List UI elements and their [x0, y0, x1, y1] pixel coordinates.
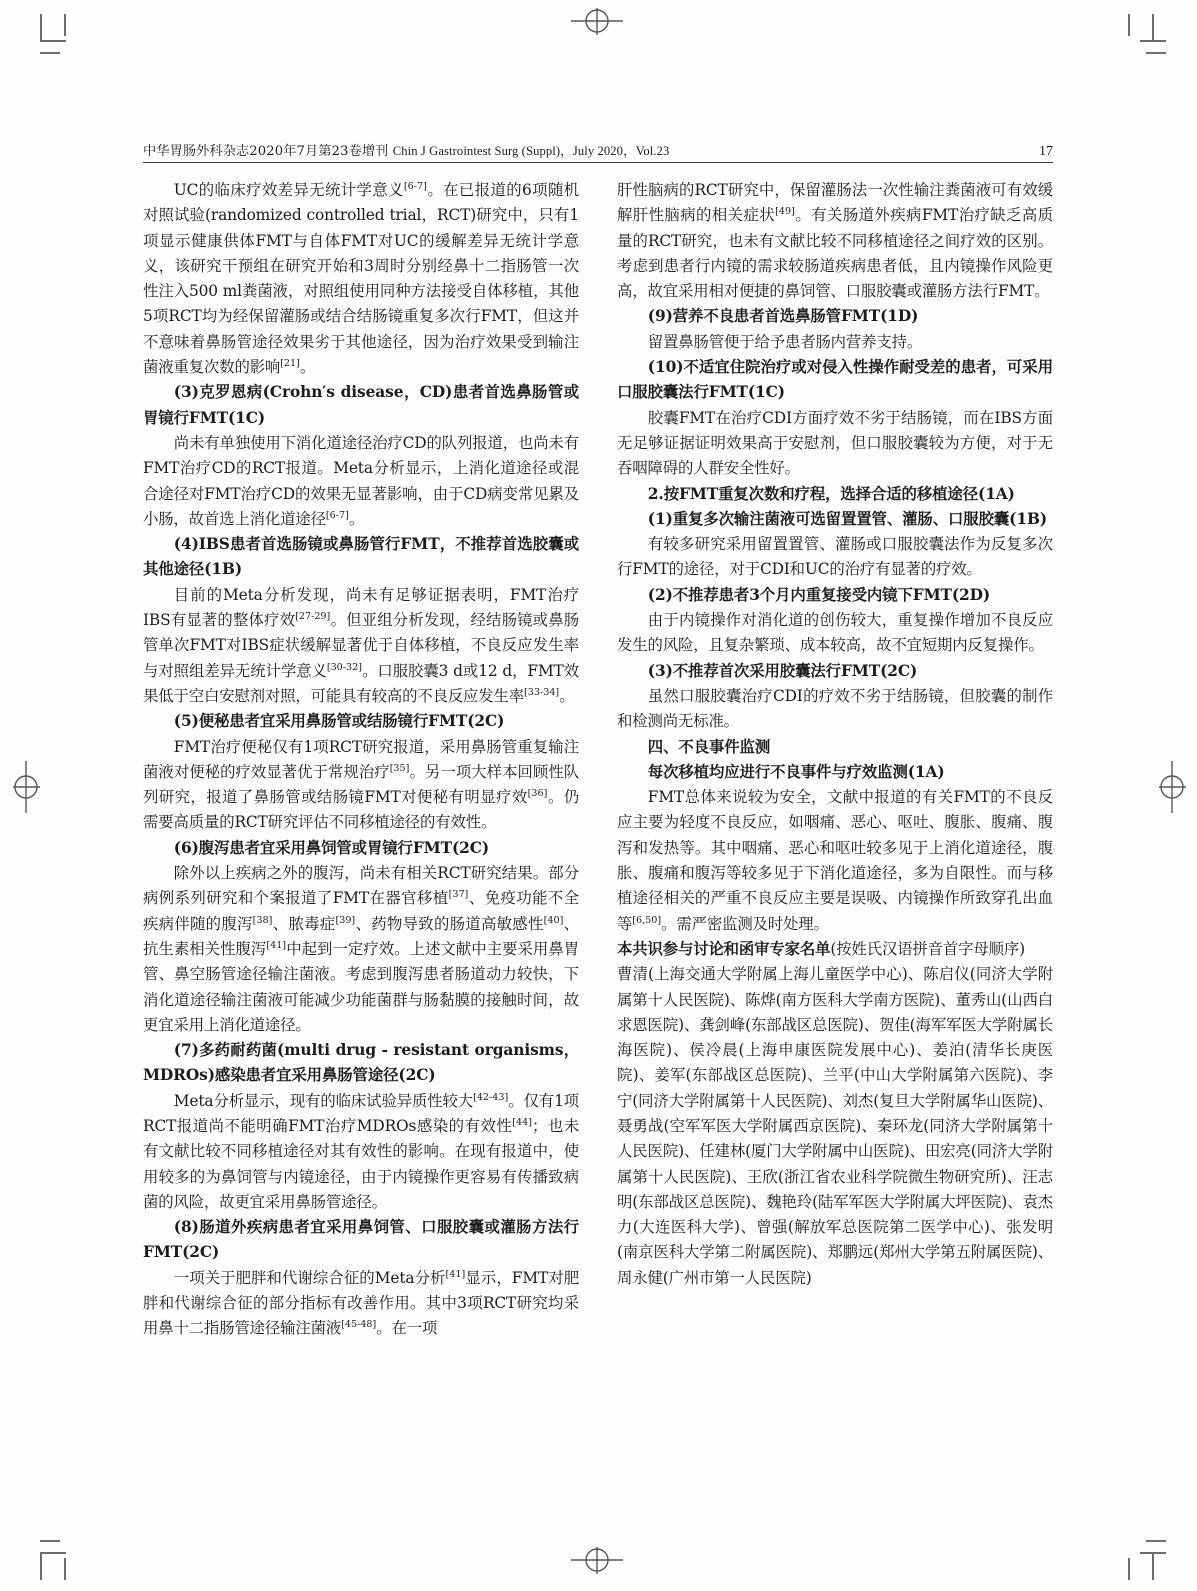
registration-crosshair-top — [565, 4, 629, 48]
left-recommendation-heading: (6)腹泻患者宜采用鼻饲管或胃镜行FMT(2C) — [173, 838, 490, 857]
column-left — [143, 178, 579, 1342]
expert-names-list: 曹清(上海交通大学附属上海儿童医学中心)、陈启仪(同济大学附属第十人民医院)、陈烨(南方医科大学南方医院)、董秀山(山西白求恩医院)、龚剑峰(东部战区总医院)、贺佳(海军军医大学附属长海医院)、侯冷晨(上海申康医院发展中心)、姜泊(清华长庚医院)、姜军(东部战区总医院)、兰平(中山大学附属第六医院)、李宁(同济大学附属第十人民医院)、刘杰(复旦大学附属华山医院)、聂勇战(空军军医大学附属西京医院)、秦环龙(同济大学附属第十人民医院)、任建林(厦门大学附属中山医院)、田宏亮(同济大学附属第十人民医院)、王欣(浙江省农业科学院微生物研究所)、汪志明(东部战区总医院)、魏艳玲(陆军军医大学附属大坪医院)、袁杰力(大连医科大学)、曾强(解放军总医院第二医学中心)、张发明(南京医科大学第二附属医院)、郑鹏远(郑州大学第五附属医院)、周永健(广州市第一人民医院) — [617, 965, 1053, 1287]
left-paragraph: 一项关于肥胖和代谢综合征的Meta分析[41]显示，FMT对肥胖和代谢综合征的部分指标有改善作用。其中3项RCT研究均采用鼻十二指肠管途径输注菌液[45-48]。在一项 — [143, 1268, 579, 1338]
journal-title-cn: 中华胃肠外科杂志2020年7月第23卷增刊 — [143, 144, 389, 159]
left-recommendation-heading: (4)IBS患者首选肠镜或鼻肠管行FMT，不推荐首选胶囊或其他途径(1B) — [143, 535, 579, 579]
right-recommendation-heading: (2)不推荐患者3个月内重复接受内镜下FMT(2D) — [647, 585, 991, 604]
right-section-heading: 四、不良事件监测 — [647, 737, 771, 756]
left-paragraph: FMT治疗便秘仅有1项RCT研究报道，采用鼻肠管重复输注菌液对便秘的疗效显著优于常规治疗[35]。另一项大样本回顾性队列研究，报道了鼻肠管或结肠镜FMT对便秘有明显疗效[36]。仍需要高质量的RCT研究评估不同移植途径的有效性。 — [143, 737, 579, 832]
right-paragraph: 虽然口服胶囊治疗CDI的疗效不劣于结肠镜，但胶囊的制作和检测尚无标准。 — [617, 686, 1053, 731]
reference-marker: [6,50] — [632, 914, 662, 926]
reference-marker: [27-29] — [295, 610, 331, 622]
reference-marker: [44] — [512, 1116, 532, 1128]
registration-crosshair-right — [1150, 755, 1194, 823]
expert-list-heading-bold: 本共识参与讨论和函审专家名单 — [617, 939, 831, 958]
journal-title — [143, 140, 669, 162]
left-paragraph: UC的临床疗效差异无统计学意义[6-7]。在已报道的6项随机对照试验(randomized controlled trial，RCT)研究中，只有1项显示健康供体FMT与自体FMT对UC的缓解差异无统计学意义，该研究干预组在研究开始和3周时分别经鼻十二指肠管一次性注入500 ml粪菌液，对照组使用同种方法接受自体移植，其他5项RCT均为经保留灌肠或结合结肠镜重复多次行FMT，但这并不意味着鼻肠管途径效果劣于其他途径，因为治疗效果受到输注菌液重复次数的影响[21]。 — [143, 180, 580, 377]
reference-marker: [41] — [445, 1268, 466, 1280]
reference-marker: [6-7] — [403, 180, 427, 192]
right-recommendation-heading: 2.按FMT重复次数和疗程，选择合适的移植途径(1A) — [647, 484, 1015, 503]
column-right — [617, 178, 1053, 1342]
page-number: 17 — [1039, 144, 1053, 159]
right-paragraph: 有较多研究采用留置置管、灌肠或口服胶囊法作为反复多次行FMT的途径，对于CDI和UC的治疗有显著的疗效。 — [617, 535, 1053, 579]
right-recommendation-heading: 每次移植均应进行不良事件与疗效监测(1A) — [647, 762, 945, 781]
expert-list-heading — [617, 937, 1053, 962]
reference-marker: [40] — [543, 914, 564, 926]
right-recommendation-heading: (10)不适宜住院治疗或对侵入性操作耐受差的患者，可采用口服胶囊法行FMT(1C) — [617, 358, 1053, 402]
right-recommendation-heading: (1)重复多次输注菌液可选留置置管、灌肠、口服胶囊(1B) — [647, 509, 1048, 528]
reference-marker: [39] — [335, 914, 356, 926]
article-body — [143, 178, 1053, 1342]
right-paragraph: FMT总体来说较为安全，文献中报道的有关FMT的不良反应主要为轻度不良反应，如咽痛、恶心、呕吐、腹胀、腹痛、腹泻和发热等。其中咽痛、恶心和呕吐较多见于上消化道途径，腹胀、腹痛和腹泻等较多见于下消化道途径，多为自限性。而与移植途径相关的严重不良反应主要是误吸、内镜操作所致穿孔出血等[6,50]。需严密监测及时处理。 — [617, 788, 1053, 933]
right-paragraph: 由于内镜操作对消化道的创伤较大，重复操作增加不良反应发生的风险，且复杂繁琐、成本较高，故不宜短期内反复操作。 — [617, 611, 1053, 655]
right-recommendation-heading: (9)营养不良患者首选鼻肠管FMT(1D) — [647, 307, 919, 326]
running-head — [143, 132, 1053, 163]
left-paragraph: Meta分析显示，现有的临床试验异质性较大[42-43]。仅有1项RCT报道尚不能明确FMT治疗MDROs感染的有效性[44]；也未有文献比较不同移植途径对其有效性的影响。在现有报道中，使用较多的为鼻饲管与内镜途径，由于内镜操作更容易有传播致病菌的风险，故更宜采用鼻肠管途径。 — [143, 1091, 579, 1211]
reference-marker: [41] — [266, 939, 287, 951]
crop-corner-bottom-right — [1120, 1536, 1170, 1578]
registration-crosshair-bottom — [565, 1540, 629, 1584]
registration-crosshair-left — [4, 755, 48, 823]
left-paragraph: 目前的Meta分析发现，尚未有足够证据表明，FMT治疗IBS有显著的整体疗效[27-29]。但亚组分析发现，经结肠镜或鼻肠管单次FMT对IBS症状缓解显著优于自体移植，不良反应发生率与对照组差异无统计学意义[30-32]。口服胶囊3 d或12 d，FMT效果低于空白安慰剂对照，可能具有较高的不良反应发生率[33-34]。 — [143, 585, 579, 705]
right-paragraph: 留置鼻肠管便于给予患者肠内营养支持。 — [647, 332, 923, 351]
left-recommendation-heading: (7)多药耐药菌(multi drug - resistant organisms，MDROs)感染患者宜采用鼻肠管途径(2C) — [143, 1041, 579, 1085]
reference-marker: [21] — [280, 357, 300, 369]
left-recommendation-heading: (8)肠道外疾病患者宜采用鼻饲管、口服胶囊或灌肠方法行FMT(2C) — [143, 1218, 579, 1262]
right-paragraph: 胶囊FMT在治疗CDI方面疗效不劣于结肠镜，而在IBS方面无足够证据证明效果高于安慰剂，但口服胶囊较为方便，对于无吞咽障碍的人群安全性好。 — [617, 408, 1053, 478]
left-paragraph: 除外以上疾病之外的腹泻，尚未有相关RCT研究结果。部分病例系列研究和个案报道了FMT在器官移植[37]、免疫功能不全疾病伴随的腹泻[38]、脓毒症[39]、药物导致的肠道高敏感性[40]、抗生素相关性腹泻[41]中起到一定疗效。上述文献中主要采用鼻胃管、鼻空肠管途径输注菌液。考虑到腹泻患者肠道动力较快，下消化道途径输注菌液可能减少功能菌群与肠黏膜的接触时间，故更宜采用上消化道途径。 — [143, 864, 579, 1034]
reference-marker: [35] — [389, 762, 410, 774]
reference-marker: [30-32] — [326, 661, 362, 673]
reference-marker: [33-34] — [524, 686, 560, 698]
crop-corner-top-left — [28, 14, 76, 56]
crop-corner-top-right — [1120, 14, 1170, 56]
expert-list-heading-note: (按姓氏汉语拼音首字母顺序) — [830, 939, 1025, 958]
right-paragraph-continued: 肝性脑病的RCT研究中，保留灌肠法一次性输注粪菌液可有效缓解肝性脑病的相关症状[49]。有关肠道外疾病FMT治疗缺乏高质量的RCT研究，也未有文献比较不同移植途径之间疗效的区别。考虑到患者行内镜的需求较肠道疾病患者低，且内镜操作风险更高，故宜采用相对便捷的鼻饲管、口服胶囊或灌肠方法行FMT。 — [617, 181, 1053, 301]
journal-title-en: Chin J Gastrointest Surg (Suppl)，July 2020，Vol.23 — [392, 144, 670, 158]
reference-marker: [49] — [775, 206, 795, 218]
reference-marker: [37] — [448, 889, 469, 901]
reference-marker: [45-48] — [341, 1319, 377, 1331]
right-recommendation-heading: (3)不推荐首次采用胶囊法行FMT(2C) — [647, 661, 918, 680]
reference-marker: [38] — [252, 914, 273, 926]
left-recommendation-heading: (5)便秘患者宜采用鼻肠管或结肠镜行FMT(2C) — [173, 712, 505, 731]
left-paragraph: 尚未有单独使用下消化道途径治疗CD的队列报道，也尚未有FMT治疗CD的RCT报道。Meta分析显示，上消化道途径或混合途径对FMT治疗CD的效果无显著影响，由于CD病变常见累及小肠，故首选上消化道途径[6-7]。 — [143, 433, 579, 528]
reference-marker: [6-7] — [325, 509, 349, 521]
reference-marker: [36] — [527, 788, 548, 799]
crop-corner-bottom-left — [28, 1536, 76, 1578]
reference-marker: [42-43] — [473, 1091, 509, 1103]
left-recommendation-heading: (3)克罗恩病(Crohn′s disease，CD)患者首选鼻肠管或胃镜行FMT(1C) — [143, 383, 579, 427]
